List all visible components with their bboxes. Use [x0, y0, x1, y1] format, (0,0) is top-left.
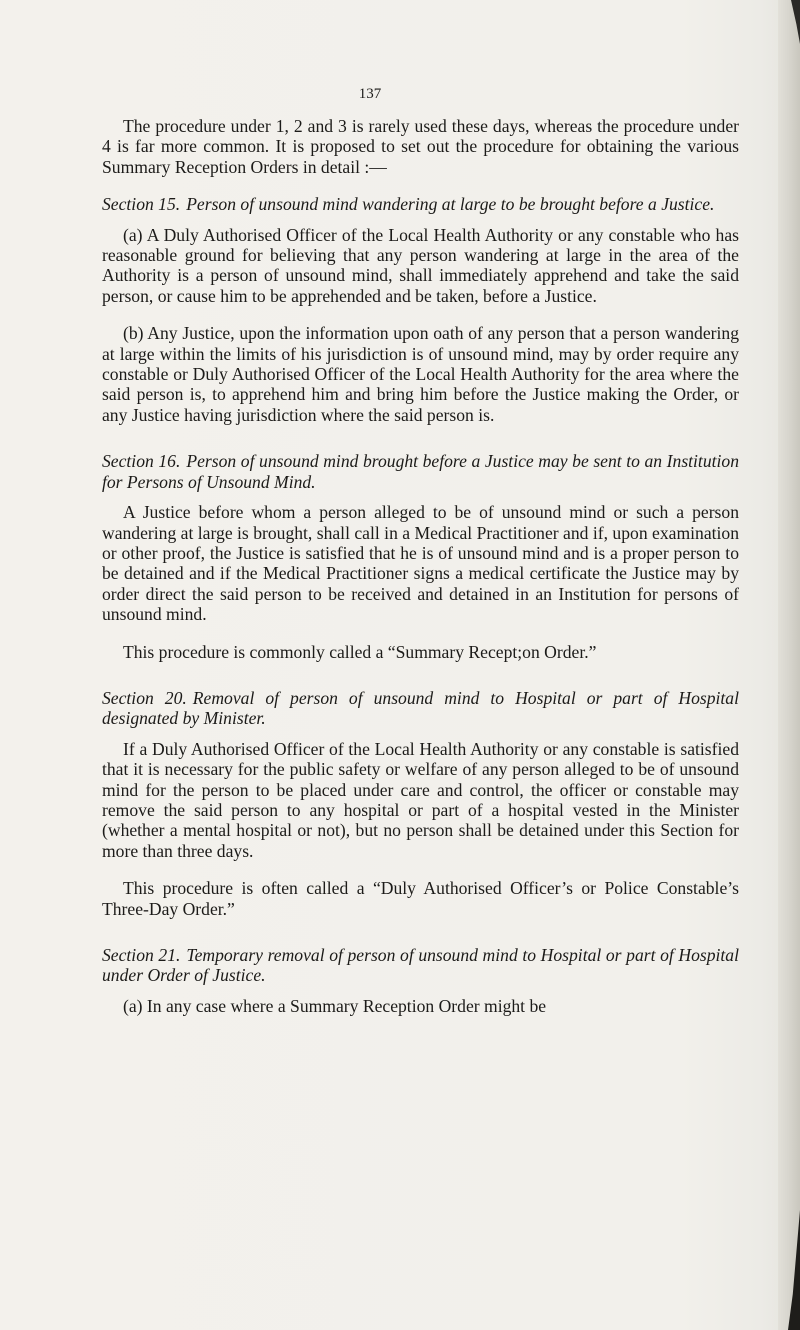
section-15-title: Person of unsound mind wandering at large to be brought before a Justice. [186, 194, 715, 215]
section-15-heading [102, 194, 739, 214]
section-20-note: This procedure is often called a “Duly Authorised Officer’s or Police Constable’s Three-Day Order.” [102, 878, 739, 919]
section-21-para-a: (a) In any case where a Summary Reception Order might be [123, 995, 547, 1016]
intro-paragraph: The procedure under 1, 2 and 3 is rarely used these days, whereas the procedure under 4 is far more common. It is proposed to set out the procedure for obtaining the various Summary Reception Orders in detail :— [102, 116, 739, 177]
page-number: 137 [358, 86, 382, 102]
section-20-title: Removal of person of unsound mind to Hospital or part of Hospital designated by Minister. [102, 687, 739, 729]
section-21-title: Temporary removal of person of unsound mind to Hospital or part of Hospital under Order of Justice. [102, 945, 739, 986]
section-20-heading [102, 688, 739, 729]
section-15-number: Section 15. [102, 194, 181, 215]
section-15-para-a: (a) A Duly Authorised Officer of the Local Health Authority or any constable who has reasonable ground for believing that any person wandering at large in the area of the Authority is a person of unsound mind, shall immediately apprehend and take the said person, or cause him to be apprehended and be taken, before a Justice. [102, 224, 739, 306]
section-16-title: Person of unsound mind brought before a Justice may be sent to an Institution for Persons of Unsound Mind. [102, 451, 739, 492]
section-16-heading [102, 451, 739, 492]
section-21-heading [102, 945, 739, 986]
section-16-note: This procedure is commonly called a “Summary Recept;on Order.” [123, 641, 597, 662]
section-15-para-b: (b) Any Justice, upon the information upon oath of any person that a person wandering at large within the limits of his jurisdiction is of unsound mind, may by order require any constable or Duly Authorised Officer of the Local Health Authority for the area where the said person is, to apprehend him and bring him before the Justice making the Order, or any Justice having jurisdiction where the said person is. [102, 323, 739, 425]
page-body [102, 116, 739, 1033]
section-16-body: A Justice before whom a person alleged to be of unsound mind or such a person wandering at large is brought, shall call in a Medical Practitioner and if, upon examination or other proof, the Justice is satisfied that he is of unsound mind and is a proper person to be detained and if the Medical Practitioner signs a medical certificate the Justice may by order direct the said person to be received and detained in an Institution for persons of unsound mind. [102, 502, 739, 625]
section-20-body: If a Duly Authorised Officer of the Local Health Authority or any constable is satisfied that it is necessary for the public safety or welfare of any person alleged to be of unsound mind for the person to be placed under care and control, the officer or constable may remove the said person to any hospital or part of a hospital vested in the Minister (whether a mental hospital or not), but no person shall be detained under this Section for more than three days. [102, 738, 739, 861]
section-20-number: Section 20. [102, 687, 187, 708]
section-16-number: Section 16. [102, 451, 181, 472]
section-21-number: Section 21. [102, 945, 181, 965]
page-edge-shadow [778, 0, 800, 1330]
